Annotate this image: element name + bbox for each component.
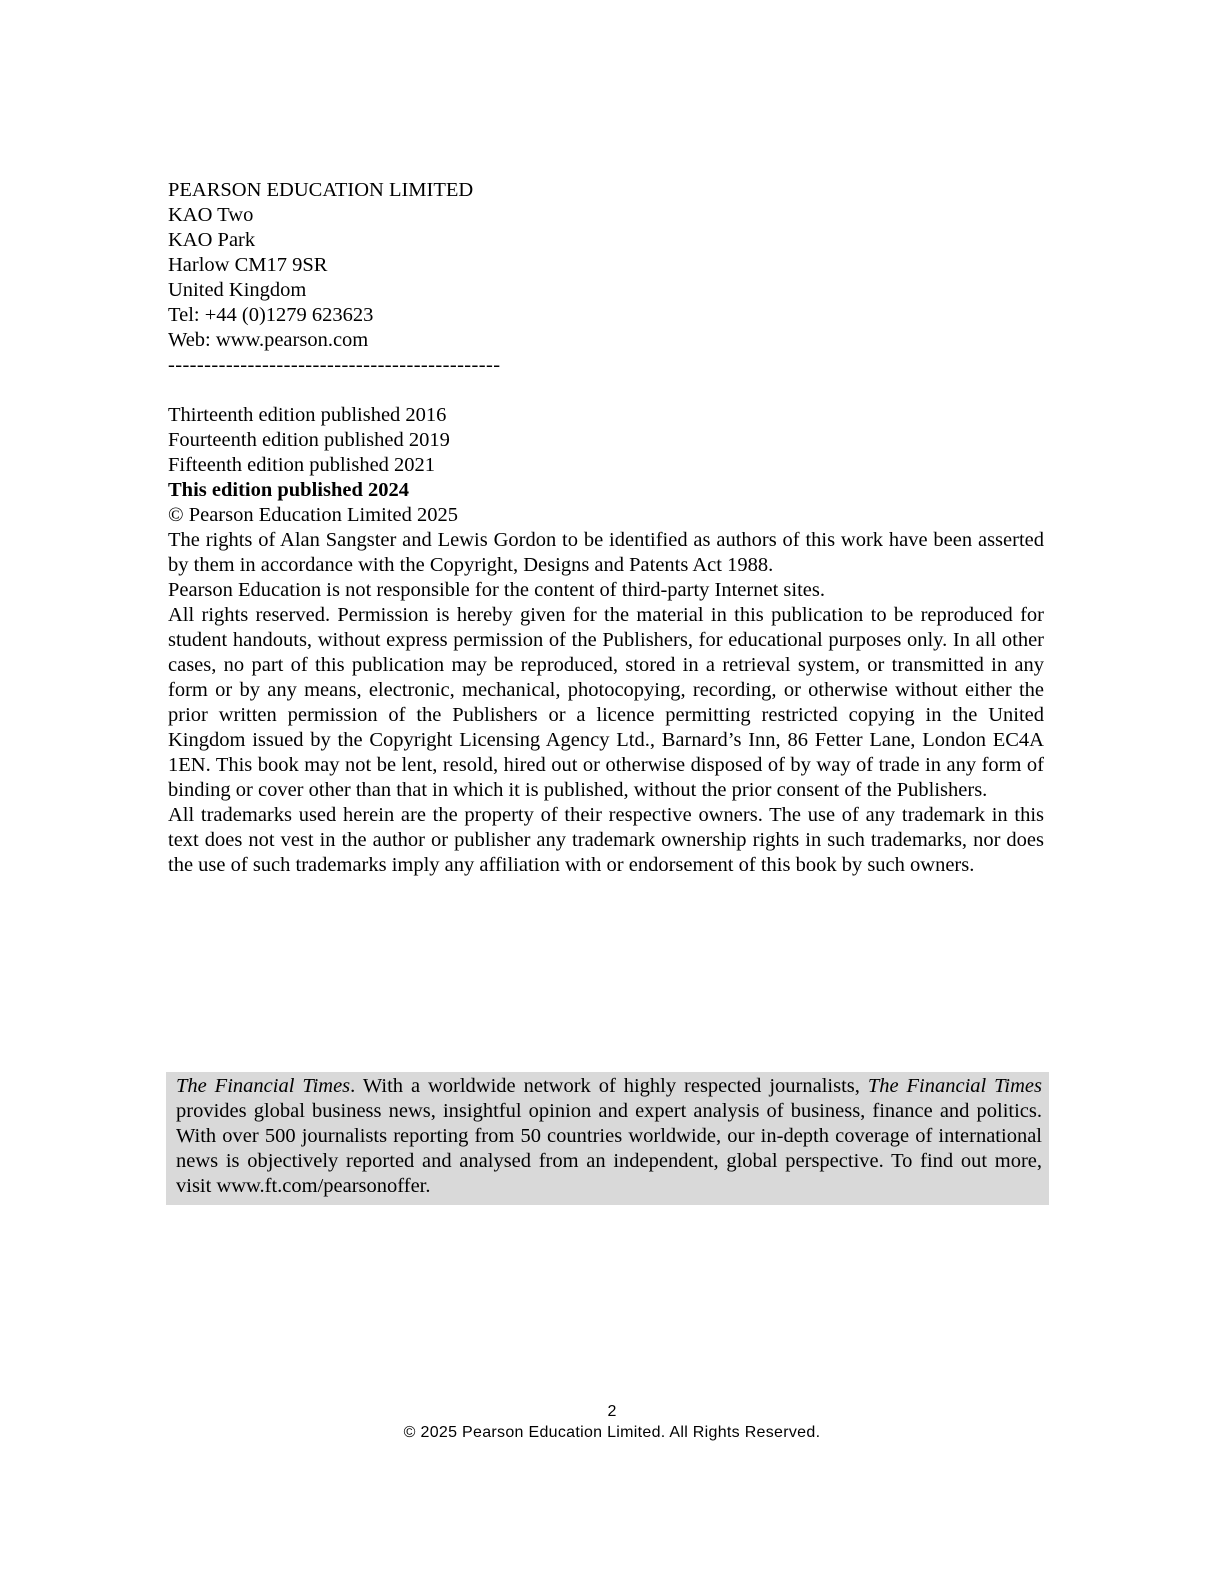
trademarks-paragraph: All trademarks used herein are the property of their respective owners. The use of any trademark in this text does not vest in the author or publisher any trademark ownership rights in such trademarks, nor does the use of such trademarks imply any affiliation with or endorsement of this book by such owners. [168,804,1044,876]
dashed-separator: ---------------------------------------------- [168,354,501,376]
publisher-address [168,178,1044,378]
address-line-1: KAO Two [168,204,254,226]
edition-history [168,403,1044,503]
footer-copyright: © 2025 Pearson Education Limited. All Rights Reserved. [403,1424,821,1441]
address-line-2: KAO Park [168,229,256,251]
page-content [168,178,1044,878]
ft-title-1: The Financial Times [176,1075,351,1097]
edition-fifteenth: Fifteenth edition published 2021 [168,454,436,476]
third-party-paragraph: Pearson Education is not responsible for the content of third-party Internet sites. [168,579,825,601]
financial-times-box [166,1072,1049,1205]
ft-text-2: provides global business news, insightful opinion and expert analysis of business, finance and politics. With over 500 journalists reporting from 50 countries worldwide, our in-depth coverage of international news is objectively reported and analysed from an independent, global perspective. To find out more, visit www.ft.com/pearsonoffer. [176,1100,1042,1197]
copyright-notice: © Pearson Education Limited 2025 [168,504,458,526]
ft-text-1: . With a worldwide network of highly respected journalists, [350,1075,868,1097]
page-number: 2 [607,1403,617,1420]
address-line-3: Harlow CM17 9SR [168,254,328,276]
all-rights-paragraph: All rights reserved. Permission is hereby given for the material in this publication to be reproduced for student handouts, without express permission of the Publishers, for educational purposes only. In all other cases, no part of this publication may be reproduced, stored in a retrieval system, or transmitted in any form or by any means, electronic, mechanical, photocopying, recording, or otherwise without either the prior written permission of the Publishers or a licence permitting restricted copying in the United Kingdom issued by the Copyright Licensing Agency Ltd., Barnard’s Inn, 86 Fetter Lane, London EC4A 1EN. This book may not be lent, resold, hired out or otherwise disposed of by way of trade in any form of binding or cover other than that in which it is published, without the prior consent of the Publishers. [168,604,1044,801]
edition-fourteenth: Fourteenth edition published 2019 [168,429,450,451]
publisher-name: PEARSON EDUCATION LIMITED [168,179,474,201]
telephone-line: Tel: +44 (0)1279 623623 [168,304,374,326]
authors-rights-paragraph: The rights of Alan Sangster and Lewis Gordon to be identified as authors of this work have been asserted by them in accordance with the Copyright, Designs and Patents Act 1988. [168,529,1044,576]
address-country: United Kingdom [168,279,307,301]
ft-title-2: The Financial Times [867,1075,1042,1097]
edition-thirteenth: Thirteenth edition published 2016 [168,404,447,426]
edition-current: This edition published 2024 [168,479,409,501]
web-line: Web: www.pearson.com [168,329,369,351]
